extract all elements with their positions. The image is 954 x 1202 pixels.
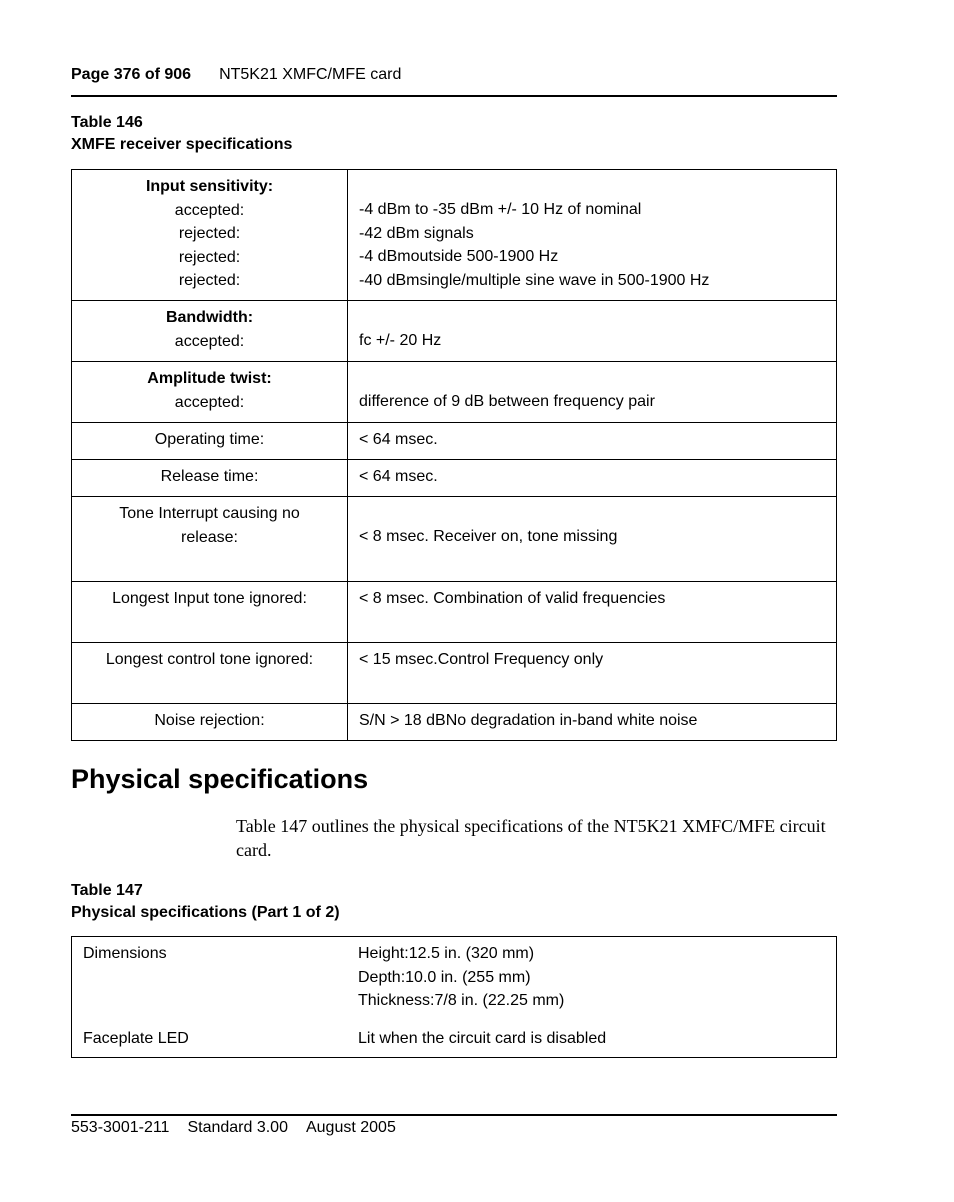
row-value: Lit when the circuit card is disabled xyxy=(358,1029,607,1047)
row-value: -4 dBmoutside 500-1900 Hz xyxy=(359,248,559,265)
row-value: < 64 msec. xyxy=(359,468,438,485)
row-label: accepted: xyxy=(174,393,245,411)
table-row xyxy=(72,170,837,301)
xmfe-receiver-spec-table xyxy=(71,169,837,741)
table-147-number: Table 147 xyxy=(71,882,143,899)
row-label: Longest control tone ignored: xyxy=(105,651,314,668)
table-146-number: Table 146 xyxy=(71,114,143,131)
row-value: fc +/- 20 Hz xyxy=(359,332,442,349)
row-label: Release time: xyxy=(160,468,259,485)
table-147-caption xyxy=(71,880,340,924)
row-value: Height:12.5 in. (320 mm) xyxy=(358,945,535,962)
row-value: -42 dBm signals xyxy=(359,224,474,242)
page-footer xyxy=(71,1119,414,1137)
row-label: Tone Interrupt causing no xyxy=(119,505,300,522)
section-heading: Physical specifications xyxy=(71,764,369,794)
row-label: rejected: xyxy=(178,225,241,242)
body-paragraph: Table 147 outlines the physical specifications of the NT5K21 XMFC/MFE circuit card. xyxy=(236,816,826,860)
input-sensitivity-heading: Input sensitivity: xyxy=(145,178,274,195)
table-147-title: Physical specifications (Part 1 of 2) xyxy=(71,904,340,921)
running-header xyxy=(71,66,401,84)
amplitude-twist-heading: Amplitude twist: xyxy=(147,370,272,387)
table-row xyxy=(72,643,837,704)
row-value: -4 dBm to -35 dBm +/- 10 Hz of nominal xyxy=(359,201,642,218)
row-value: < 64 msec. xyxy=(359,431,438,448)
table-row xyxy=(72,937,837,1013)
row-label: rejected: xyxy=(178,272,241,289)
footer-rule xyxy=(71,1114,837,1116)
table-row xyxy=(72,301,837,362)
row-value: < 8 msec. Combination of valid frequencies xyxy=(359,590,666,607)
row-label: accepted: xyxy=(174,332,245,350)
physical-spec-table xyxy=(71,936,837,1058)
row-label: Operating time: xyxy=(154,431,265,448)
row-label: rejected: xyxy=(178,248,241,266)
table-146-title: XMFE receiver specifications xyxy=(71,136,293,153)
row-label: Dimensions xyxy=(83,945,167,962)
table-row xyxy=(72,362,837,423)
table-row xyxy=(72,423,837,460)
table-row xyxy=(72,497,837,582)
bandwidth-heading: Bandwidth: xyxy=(165,309,254,326)
row-value: difference of 9 dB between frequency pair xyxy=(359,393,655,410)
table-row xyxy=(72,582,837,643)
row-value: Depth:10.0 in. (255 mm) xyxy=(358,968,531,986)
table-146-caption xyxy=(71,112,292,156)
row-label: Noise rejection: xyxy=(154,712,265,729)
row-label: Longest Input tone ignored: xyxy=(112,590,307,607)
doc-number: 553-3001-211 xyxy=(71,1119,170,1136)
table-row xyxy=(72,460,837,497)
row-value: < 8 msec. Receiver on, tone missing xyxy=(359,528,618,545)
table-row xyxy=(72,1013,837,1058)
row-value: Thickness:7/8 in. (22.25 mm) xyxy=(358,992,565,1009)
table-row xyxy=(72,704,837,741)
row-value: S/N > 18 dBNo degradation in-band white noise xyxy=(359,712,698,729)
row-value: < 15 msec.Control Frequency only xyxy=(359,651,604,668)
publish-date: August 2005 xyxy=(305,1119,396,1136)
row-label: Faceplate LED xyxy=(83,1029,189,1047)
row-label: release: xyxy=(181,528,238,546)
standard-version: Standard 3.00 xyxy=(187,1119,288,1136)
header-title: NT5K21 XMFC/MFE card xyxy=(219,66,402,83)
header-rule xyxy=(71,95,837,97)
row-label: accepted: xyxy=(174,201,245,219)
page-number: Page 376 of 906 xyxy=(71,66,192,83)
row-value: -40 dBmsingle/multiple sine wave in 500-1900 Hz xyxy=(359,271,710,289)
